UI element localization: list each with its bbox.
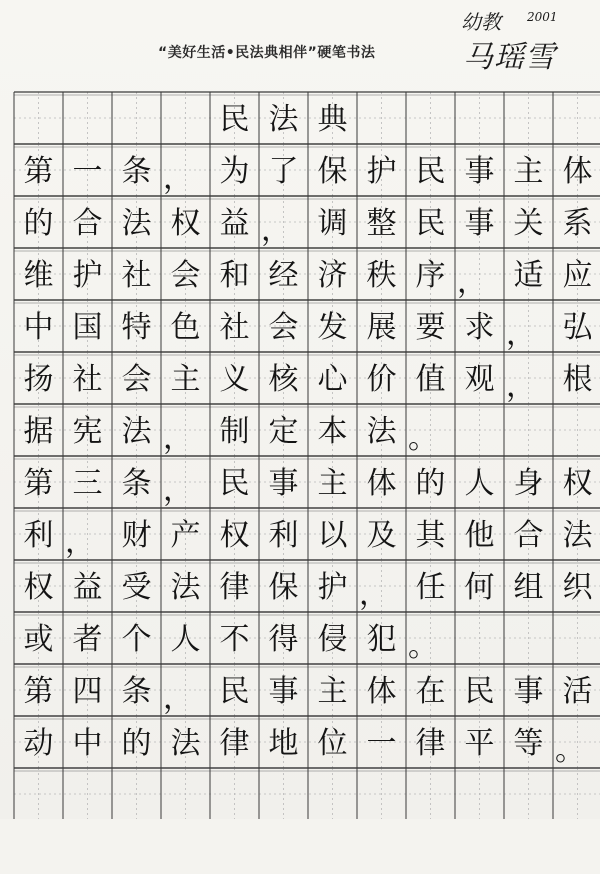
char-cell: 民 xyxy=(219,674,250,709)
char-cell xyxy=(63,822,112,874)
char-cell: 核 xyxy=(268,362,299,397)
char-cell: 制 xyxy=(219,414,250,449)
char-cell: 主 xyxy=(513,154,544,189)
char-cell: 活 xyxy=(562,674,593,709)
char-cell: 法 xyxy=(121,414,152,449)
char-cell: 权 xyxy=(170,206,201,241)
char-cell: 求 xyxy=(464,310,495,345)
char-cell: 条 xyxy=(121,154,152,189)
char-cell: 维 xyxy=(23,258,54,293)
char-cell: 条 xyxy=(121,466,152,501)
char-cell: ， xyxy=(163,161,193,196)
char-cell: 本 xyxy=(317,414,348,449)
char-cell: ， xyxy=(457,265,487,300)
char-cell xyxy=(504,614,553,666)
char-cell: 和 xyxy=(219,258,250,293)
char-cell: 人 xyxy=(170,622,201,657)
char-cell: ， xyxy=(506,369,536,404)
char-cell: 三 xyxy=(72,466,103,501)
char-cell: 的 xyxy=(415,466,446,501)
char-cell: 民 xyxy=(415,206,446,241)
char-cell: ， xyxy=(506,317,536,352)
char-cell: 动 xyxy=(23,726,54,761)
char-cell: 体 xyxy=(562,154,593,189)
char-cell: 财 xyxy=(121,518,152,553)
char-cell: 会 xyxy=(268,310,299,345)
char-cell: 法 xyxy=(562,518,593,553)
char-cell: 不 xyxy=(219,622,250,657)
char-cell: 社 xyxy=(219,310,250,345)
char-cell xyxy=(14,770,63,822)
char-cell xyxy=(63,770,112,822)
char-cell: 法 xyxy=(170,570,201,605)
char-cell: 护 xyxy=(366,154,397,189)
char-cell xyxy=(308,770,357,822)
char-cell: 要 xyxy=(415,310,446,345)
char-cell: 律 xyxy=(219,726,250,761)
char-cell xyxy=(455,406,504,458)
char-cell: 事 xyxy=(268,674,299,709)
char-cell: 主 xyxy=(317,674,348,709)
char-cell: 个 xyxy=(121,622,152,657)
char-cell: 四 xyxy=(72,674,103,709)
char-cell: 主 xyxy=(317,466,348,501)
char-cell: 。 xyxy=(408,421,438,456)
char-cell: 为 xyxy=(219,154,250,189)
char-cell: 一 xyxy=(366,726,397,761)
char-cell xyxy=(504,94,553,146)
char-cell: 弘 xyxy=(562,310,593,345)
char-cell: 法 xyxy=(366,414,397,449)
signature-name: 马瑶雪 xyxy=(463,40,556,75)
char-cell: 民 xyxy=(415,154,446,189)
char-cell: ， xyxy=(163,681,193,716)
char-cell: 法 xyxy=(268,102,299,137)
char-cell: 何 xyxy=(464,570,495,605)
char-cell: 发 xyxy=(317,310,348,345)
char-cell: 益 xyxy=(72,570,103,605)
char-cell: 律 xyxy=(415,726,446,761)
char-cell: 根 xyxy=(562,362,593,397)
char-cell: 中 xyxy=(72,726,103,761)
char-cell xyxy=(63,94,112,146)
char-cell xyxy=(553,822,600,874)
char-cell: 定 xyxy=(268,414,299,449)
char-cell: 他 xyxy=(464,518,495,553)
char-cell: 应 xyxy=(562,258,593,293)
char-cell xyxy=(553,94,600,146)
char-cell: 社 xyxy=(121,258,152,293)
char-cell: 国 xyxy=(72,310,103,345)
char-cell: 会 xyxy=(121,362,152,397)
char-cell: 第 xyxy=(23,674,54,709)
char-cell: 序 xyxy=(415,258,446,293)
char-cell: 义 xyxy=(219,362,250,397)
char-cell: ， xyxy=(163,473,193,508)
char-cell xyxy=(161,822,210,874)
char-cell: 权 xyxy=(562,466,593,501)
char-cell: 民 xyxy=(464,674,495,709)
char-cell: ， xyxy=(65,525,95,560)
char-cell: 民 xyxy=(219,466,250,501)
char-cell: 特 xyxy=(121,310,152,345)
char-cell: 益 xyxy=(219,206,250,241)
char-cell: 第 xyxy=(23,154,54,189)
char-cell xyxy=(112,770,161,822)
char-cell xyxy=(161,770,210,822)
char-cell: 中 xyxy=(23,310,54,345)
worksheet-title: “美好生活•民法典相伴”硬笔书法 xyxy=(158,45,376,61)
char-cell xyxy=(455,94,504,146)
char-cell xyxy=(504,770,553,822)
char-cell: 组 xyxy=(513,570,544,605)
char-cell: 利 xyxy=(23,518,54,553)
char-cell xyxy=(504,406,553,458)
char-cell: 观 xyxy=(464,362,495,397)
char-cell: 展 xyxy=(366,310,397,345)
char-cell: 主 xyxy=(170,362,201,397)
char-cell: 关 xyxy=(513,206,544,241)
char-cell xyxy=(406,770,455,822)
char-cell xyxy=(504,822,553,874)
char-cell: 事 xyxy=(268,466,299,501)
char-cell: 民 xyxy=(219,102,250,137)
char-cell: 侵 xyxy=(317,622,348,657)
char-cell: 者 xyxy=(72,622,103,657)
char-cell: 济 xyxy=(317,258,348,293)
signature-year: 2001 xyxy=(527,10,558,24)
char-cell: 在 xyxy=(415,674,446,709)
char-cell: 合 xyxy=(72,206,103,241)
char-cell: 了 xyxy=(268,154,299,189)
handwritten-signature xyxy=(453,6,593,75)
char-cell: 扬 xyxy=(23,362,54,397)
char-cell: 。 xyxy=(555,733,585,768)
char-cell: 调 xyxy=(317,206,348,241)
char-cell: 典 xyxy=(317,102,348,137)
char-cell: 心 xyxy=(317,362,348,397)
char-cell: 权 xyxy=(219,518,250,553)
char-cell: 事 xyxy=(513,674,544,709)
char-cell: 秩 xyxy=(366,258,397,293)
char-cell: 第 xyxy=(23,466,54,501)
char-cell xyxy=(455,822,504,874)
char-cell: 事 xyxy=(464,154,495,189)
signature-class: 幼教 xyxy=(461,10,501,34)
char-cell: 任 xyxy=(415,570,446,605)
char-cell xyxy=(406,822,455,874)
char-cell: 位 xyxy=(317,726,348,761)
char-cell xyxy=(308,822,357,874)
char-cell xyxy=(406,94,455,146)
char-cell xyxy=(357,94,406,146)
char-cell: 宪 xyxy=(72,414,103,449)
char-cell: 护 xyxy=(72,258,103,293)
char-cell: 的 xyxy=(23,206,54,241)
char-cell xyxy=(112,94,161,146)
char-cell: 整 xyxy=(366,206,397,241)
char-cell: 产 xyxy=(170,518,201,553)
char-cell: 保 xyxy=(317,154,348,189)
char-cell xyxy=(14,94,63,146)
char-cell: 合 xyxy=(513,518,544,553)
char-cell: 以 xyxy=(317,518,348,553)
char-cell: 人 xyxy=(464,466,495,501)
char-cell xyxy=(357,822,406,874)
char-cell: 价 xyxy=(366,362,397,397)
char-cell: 权 xyxy=(23,570,54,605)
char-cell xyxy=(210,770,259,822)
char-cell: 一 xyxy=(72,154,103,189)
char-cell: 。 xyxy=(408,629,438,664)
char-cell: 适 xyxy=(513,258,544,293)
char-cell: 平 xyxy=(464,726,495,761)
char-cell xyxy=(553,770,600,822)
char-cell: 体 xyxy=(366,674,397,709)
char-cell: 的 xyxy=(121,726,152,761)
char-cell: 社 xyxy=(72,362,103,397)
char-cell xyxy=(210,822,259,874)
char-cell: ， xyxy=(261,213,291,248)
char-cell: 会 xyxy=(170,258,201,293)
char-cell: ， xyxy=(163,421,193,456)
char-cell: 法 xyxy=(121,206,152,241)
char-cell: 等 xyxy=(513,726,544,761)
char-cell xyxy=(455,614,504,666)
char-cell: 系 xyxy=(562,206,593,241)
char-cell: 值 xyxy=(415,362,446,397)
char-cell: 事 xyxy=(464,206,495,241)
char-cell: ， xyxy=(359,577,389,612)
char-cell: 其 xyxy=(415,518,446,553)
char-cell xyxy=(553,614,600,666)
char-cell: 身 xyxy=(513,466,544,501)
char-cell: 经 xyxy=(268,258,299,293)
char-cell: 体 xyxy=(366,466,397,501)
char-cell: 犯 xyxy=(366,622,397,657)
char-cell xyxy=(112,822,161,874)
char-cell: 及 xyxy=(366,518,397,553)
char-cell xyxy=(553,406,600,458)
char-cell: 法 xyxy=(170,726,201,761)
char-cell: 利 xyxy=(268,518,299,553)
char-cell xyxy=(259,770,308,822)
char-cell: 护 xyxy=(317,570,348,605)
char-cell xyxy=(161,94,210,146)
char-cell xyxy=(259,822,308,874)
char-cell: 织 xyxy=(562,570,593,605)
char-cell xyxy=(455,770,504,822)
char-cell: 据 xyxy=(23,414,54,449)
char-cell: 受 xyxy=(121,570,152,605)
char-cell: 律 xyxy=(219,570,250,605)
char-cell: 色 xyxy=(170,310,201,345)
char-cell: 或 xyxy=(23,622,54,657)
char-cell: 保 xyxy=(268,570,299,605)
char-cell: 得 xyxy=(268,622,299,657)
char-cell: 条 xyxy=(121,674,152,709)
char-cell xyxy=(357,770,406,822)
char-cell xyxy=(14,822,63,874)
char-cell: 地 xyxy=(268,726,299,761)
